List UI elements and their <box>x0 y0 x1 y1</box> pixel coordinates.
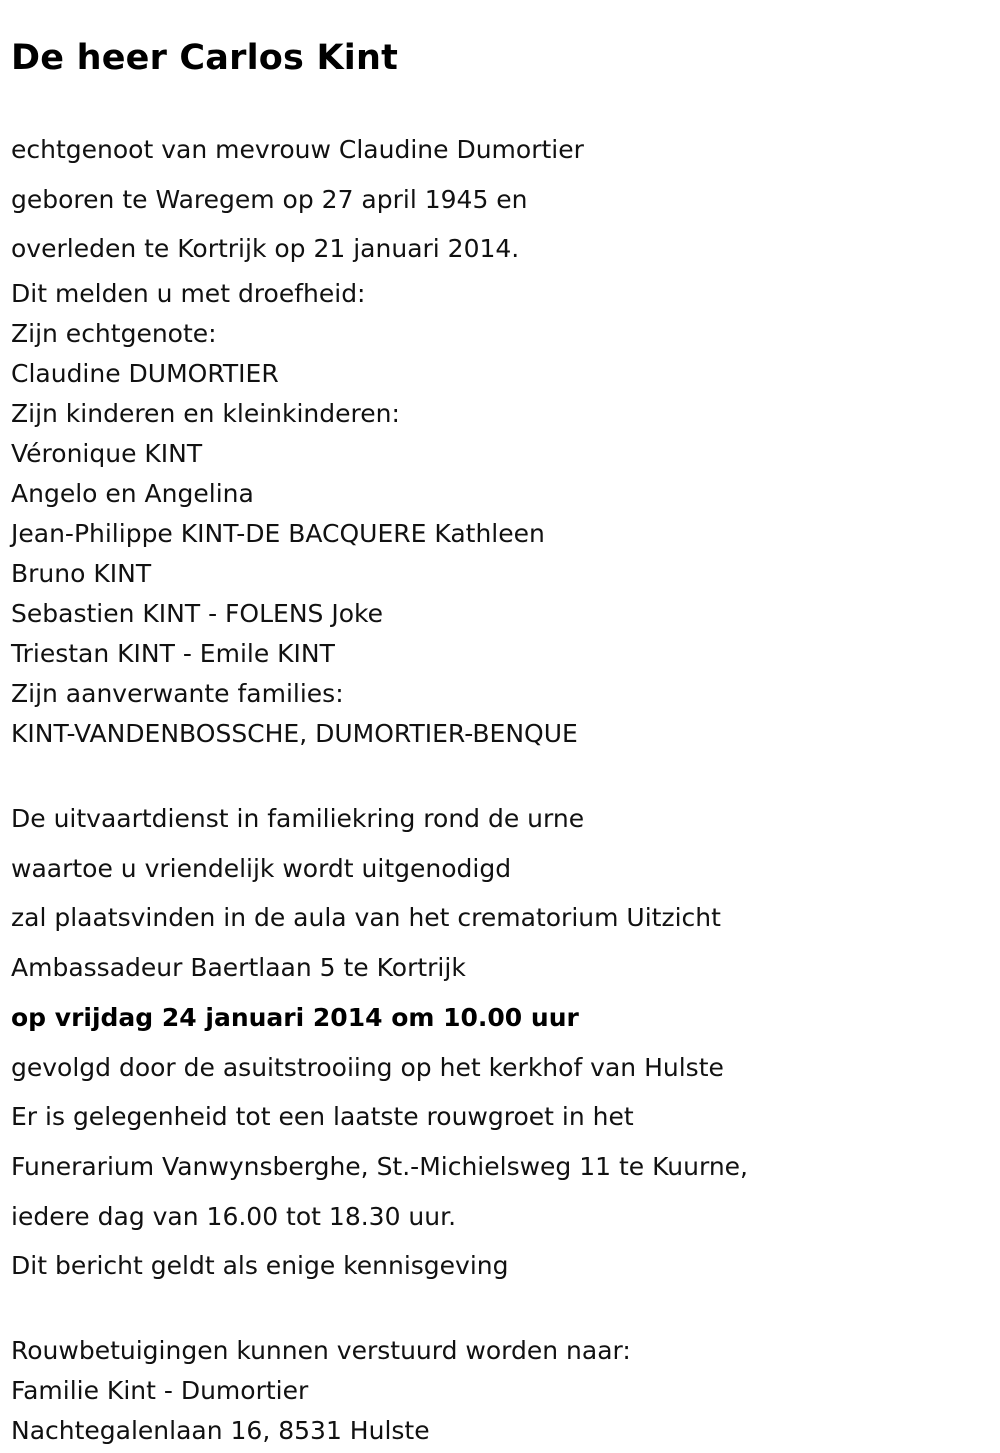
family-line: Triestan KINT - Emile KINT <box>11 639 335 669</box>
after-line: Funerarium Vanwynsberghe, St.-Michielsweg 11 te Kuurne, <box>11 1151 748 1181</box>
service-section <box>11 794 991 1291</box>
section-spacer <box>11 1291 991 1331</box>
obituary-notice <box>11 0 991 1451</box>
family-line: Dit melden u met droefheid: <box>11 279 366 309</box>
service-line: zal plaatsvinden in de aula van het crematorium Uitzicht <box>11 903 721 933</box>
family-line: Jean-Philippe KINT-DE BACQUERE Kathleen <box>11 519 545 549</box>
service-line: De uitvaartdienst in familiekring rond de urne <box>11 804 585 834</box>
family-section <box>11 274 991 754</box>
intro-section <box>11 125 991 274</box>
after-line: Er is gelegenheid tot een laatste rouwgroet in het <box>11 1102 634 1132</box>
contact-line: Nachtegalenlaan 16, 8531 Hulste <box>11 1415 430 1445</box>
notice-title: De heer Carlos Kint <box>11 38 399 78</box>
family-line: Zijn echtgenote: <box>11 319 217 349</box>
family-line: Claudine DUMORTIER <box>11 359 279 389</box>
intro-line-born: geboren te Waregem op 27 april 1945 en <box>11 184 528 214</box>
family-line: Zijn kinderen en kleinkinderen: <box>11 399 400 429</box>
contact-line: Familie Kint - Dumortier <box>11 1375 309 1405</box>
contact-section <box>11 1331 991 1451</box>
family-line: Bruno KINT <box>11 559 152 589</box>
intro-line-died: overleden te Kortrijk op 21 januari 2014. <box>11 234 520 264</box>
family-line: Véronique KINT <box>11 439 203 469</box>
after-line: gevolgd door de asuitstrooiing op het kerkhof van Hulste <box>11 1052 724 1082</box>
service-line: waartoe u vriendelijk wordt uitgenodigd <box>11 853 512 883</box>
contact-line: Rouwbetuigingen kunnen verstuurd worden naar: <box>11 1335 631 1365</box>
after-line: iedere dag van 16.00 tot 18.30 uur. <box>11 1201 457 1231</box>
family-line: Angelo en Angelina <box>11 479 254 509</box>
family-line: KINT-VANDENBOSSCHE, DUMORTIER-BENQUE <box>11 719 578 749</box>
service-date: op vrijdag 24 januari 2014 om 10.00 uur <box>11 1002 579 1032</box>
intro-line-spouse: echtgenoot van mevrouw Claudine Dumortier <box>11 135 584 164</box>
after-line: Dit bericht geldt als enige kennisgeving <box>11 1251 509 1281</box>
section-spacer <box>11 754 991 794</box>
family-line: Zijn aanverwante families: <box>11 679 344 709</box>
service-line: Ambassadeur Baertlaan 5 te Kortrijk <box>11 953 466 983</box>
family-line: Sebastien KINT - FOLENS Joke <box>11 599 383 629</box>
